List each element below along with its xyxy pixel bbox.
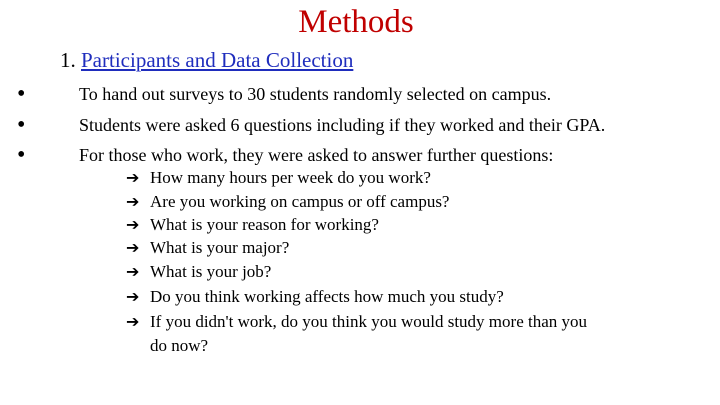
bullet-text: Students were asked 6 questions including if they worked and their GPA.	[79, 115, 606, 135]
sub-question-text: Do you think working affects how much you study?	[150, 287, 504, 306]
arrow-right-icon: ➔	[126, 262, 140, 281]
sub-question-text: do now?	[150, 336, 209, 355]
arrow-right-icon: ➔	[126, 215, 140, 234]
sub-question-text: What is your job?	[150, 262, 272, 281]
arrow-right-icon: ➔	[126, 192, 140, 211]
bullet-dot-icon: •	[17, 142, 26, 168]
section-number: 1.	[60, 48, 76, 72]
sub-question-text: Are you working on campus or off campus?	[150, 192, 450, 211]
arrow-right-icon: ➔	[126, 312, 140, 331]
arrow-right-icon: ➔	[126, 168, 140, 187]
sub-question-text: How many hours per week do you work?	[150, 168, 431, 187]
arrow-right-icon: ➔	[126, 287, 140, 306]
section-heading-link[interactable]: Participants and Data Collection	[81, 48, 354, 72]
sub-question-text: If you didn't work, do you think you would study more than you	[150, 312, 588, 331]
sub-question-text: What is your reason for working?	[150, 215, 379, 234]
bullet-text: To hand out surveys to 30 students randomly selected on campus.	[79, 84, 552, 104]
slide-title: Methods	[298, 4, 414, 40]
section-heading	[60, 46, 353, 74]
bullet-text: For those who work, they were asked to answer further questions:	[79, 145, 554, 165]
bullet-dot-icon: •	[17, 81, 26, 107]
bullet-dot-icon: •	[17, 112, 26, 138]
arrow-right-icon: ➔	[126, 238, 140, 257]
sub-question-text: What is your major?	[150, 238, 290, 257]
